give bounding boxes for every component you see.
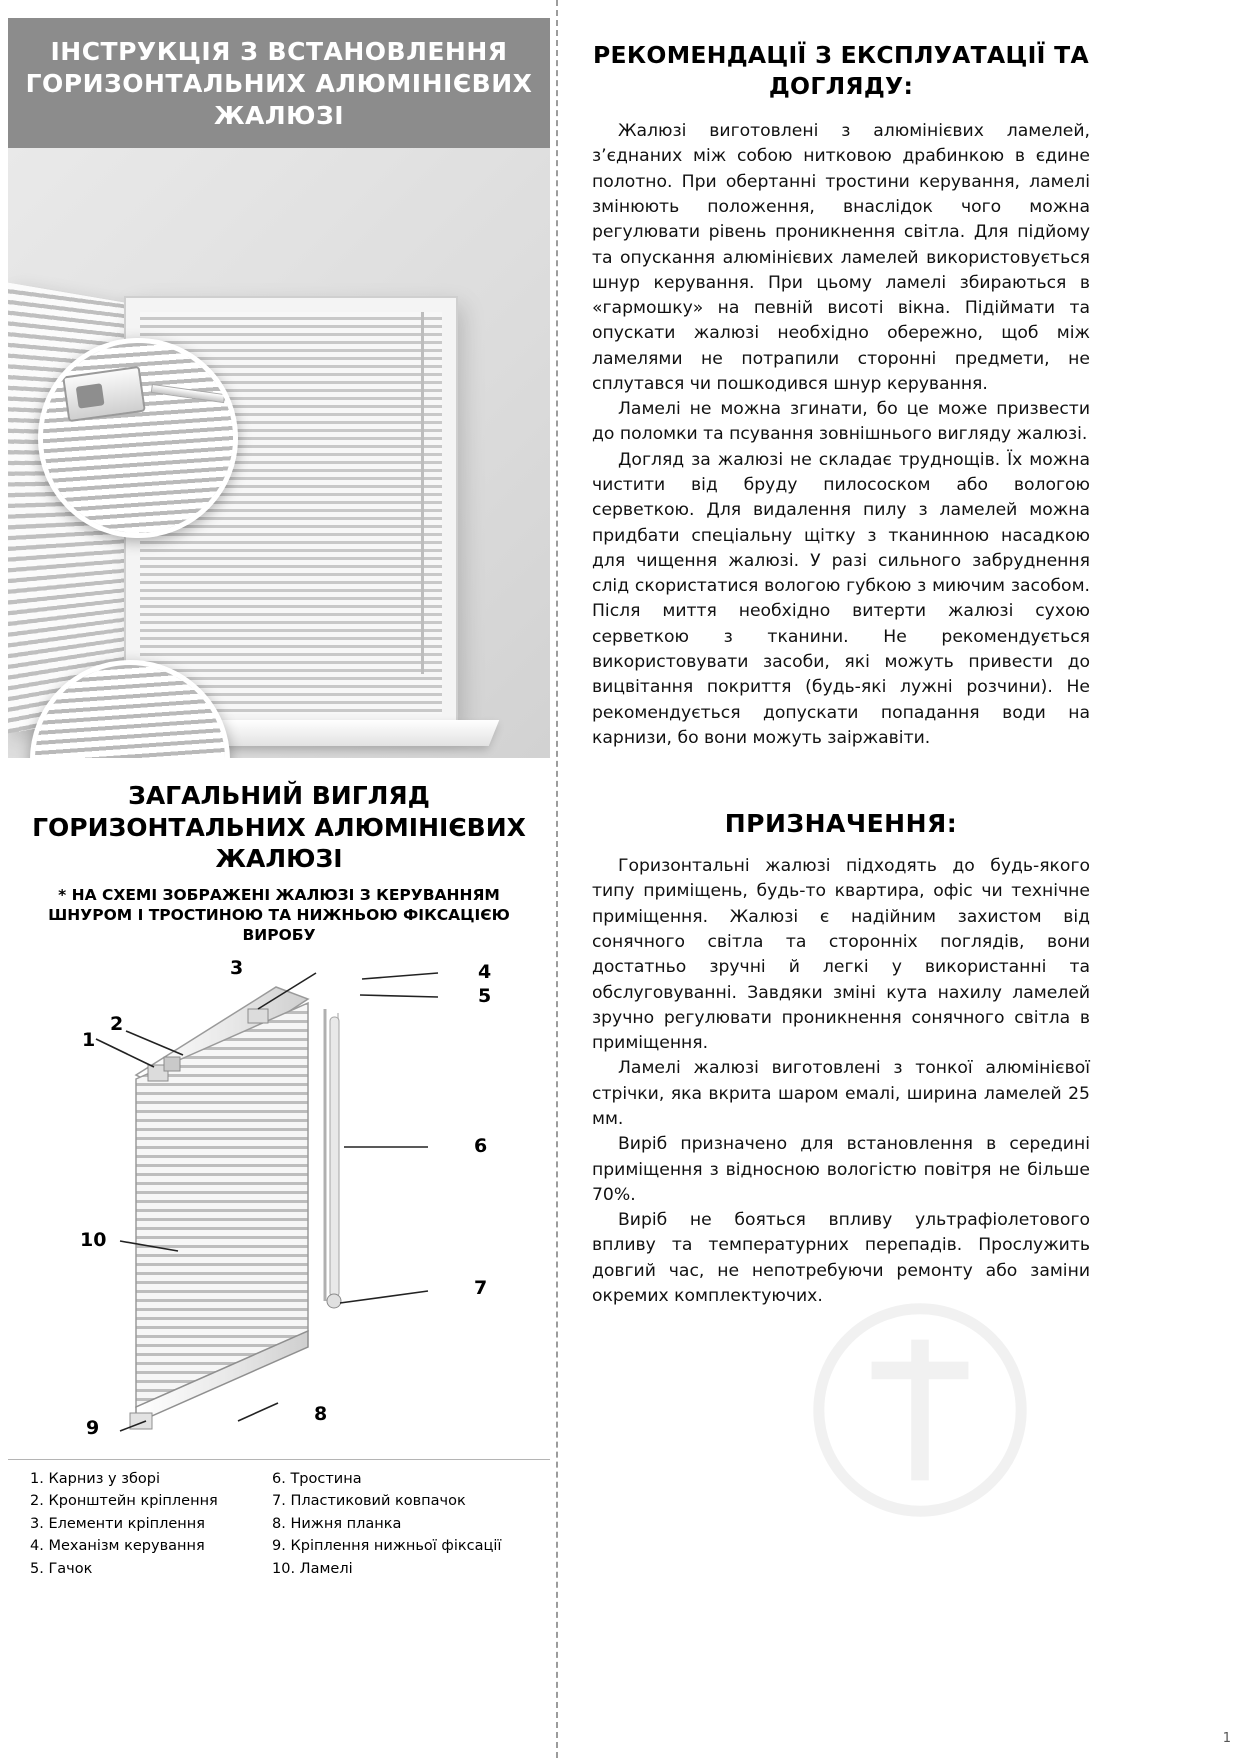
legend-item: 1. Карниз у зборі [30,1470,160,1487]
blind-diagram [8,951,550,1451]
care-title: РЕКОМЕНДАЦІЇ З ЕКСПЛУАТАЦІЇ ТА ДОГЛЯДУ: [593,41,1089,100]
care-paragraph: Догляд за жалюзі не складає труднощів. Їх можна чистити від бруду пилососком або вологою серветкою. Для видалення пилу з ламелей можна придбати спеціальну щітку з тканинною насадкою для чищення жалюзі. У разі сильного забруднення слід скористатися вологою губкою з миючим засобом. Після миття необхідно витерти жалюзі сухою серветкою з тканини. Не рекомендується використовувати засоби, які можуть привести до вицвітання покриття (будь-які лужні розчини). Не рекомендується допускати попадання води на карнизи, бо вони можуть заіржавіти. [592,449,1090,748]
care-paragraph: Ламелі не можна згинати, бо це може призвести до поломки та псування зовнішнього вигляду жалюзі. [592,399,1090,445]
photo-callout-hook [30,660,230,758]
legend-item: 2. Кронштейн кріплення [30,1493,218,1510]
diagram-callout-5: 5 [478,984,492,1007]
callout-slats [35,665,225,758]
general-view-note: * НА СХЕМІ ЗОБРАЖЕНІ ЖАЛЮЗІ З КЕРУВАННЯМ ШНУРОМ І ТРОСТИНОЮ ТА НИЖНЬОЮ ФІКСАЦІЄЮ ВИРОБУ [48,885,510,944]
diagram-callout-9: 9 [86,1416,100,1439]
diagram-callout-10: 10 [80,1228,107,1251]
diagram-callout-3: 3 [230,956,244,979]
purpose-paragraph: Ламелі жалюзі виготовлені з тонкої алюмінієвої стрічки, яка вкрита шаром емалі, ширина ламелей 25 мм. [592,1058,1090,1129]
page-number: 1 [1222,1731,1231,1746]
diagram-legend [8,1459,550,1580]
installation-photo [8,148,550,758]
legend-item: 4. Механізм керування [30,1538,205,1555]
instruction-header: ІНСТРУКЦІЯ З ВСТАНОВЛЕННЯ ГОРИЗОНТАЛЬНИХ АЛЮМІНІЄВИХ ЖАЛЮЗІ [8,18,550,148]
purpose-paragraph: Виріб не бояться впливу ультрафіолетового впливу та температурних перепадів. Прослужить довгий час, не непотребуючи ремонту або заміни окремих комплектуючих. [592,1210,1090,1306]
legend-column-right [272,1468,550,1580]
legend-column-left [8,1468,258,1580]
photo-callout-bracket [38,338,238,538]
legend-item: 5. Гачок [30,1560,93,1577]
diagram-callout-4: 4 [478,960,492,983]
blind-diagram-svg [8,951,550,1451]
column-divider [556,0,558,1758]
general-view-title: ЗАГАЛЬНИЙ ВИГЛЯД ГОРИЗОНТАЛЬНИХ АЛЮМІНІЄВИХ ЖАЛЮЗІ [32,781,526,873]
purpose-paragraph: Виріб призначено для встановлення в середині приміщення з відносною вологістю повітря не більше 70%. [592,1134,1090,1205]
photo-blind-cord [421,312,424,674]
diagram-callout-8: 8 [314,1402,328,1425]
legend-item: 3. Елементи кріплення [30,1515,205,1532]
purpose-paragraph: Горизонтальні жалюзі підходять до будь-якого типу приміщень, будь-то квартира, офіс чи технічне приміщення. Жалюзі є надійним захистом від сонячного світла та сторонніх поглядів, вони достатньо зручні й легкі у використанні та обслуговуванні. Завдяки зміні кута нахилу ламелей зручно регулювати проникнення сонячного світла в приміщення. [592,856,1090,1054]
right-column [592,40,1090,1309]
diagram-callout-6: 6 [474,1134,488,1157]
purpose-body [592,854,1090,1309]
diagram-callout-7: 7 [474,1276,488,1299]
care-body [592,119,1090,751]
diagram-callout-1: 1 [82,1028,96,1051]
legend-item: 7. Пластиковий ковпачок [272,1493,466,1510]
legend-item: 9. Кріплення нижньої фіксації [272,1538,502,1555]
diagram-callout-2: 2 [110,1012,124,1035]
legend-item: 6. Тростина [272,1470,362,1487]
purpose-title: ПРИЗНАЧЕННЯ: [724,809,958,839]
legend-item: 8. Нижня планка [272,1515,402,1532]
care-paragraph: Жалюзі виготовлені з алюмінієвих ламелей, з’єднаних між собою нитковою драбинкою в єдине полотно. При обертанні тростини керування, ламелі змінюють положення, внаслідок чого можна регулювати рівень проникнення світла. Для підйому та опускання алюмінієвих ламелей використовується шнур керування. При цьому ламелі збираються в «гармошку» на певній висоті вікна. Підіймати та опускати жалюзі необхідно обережно, щоб між ламелями не потрапили сторонні предмети, не сплутався чи пошкодився шнур керування. [592,121,1090,394]
left-column [8,18,550,1580]
legend-item: 10. Ламелі [272,1560,353,1577]
